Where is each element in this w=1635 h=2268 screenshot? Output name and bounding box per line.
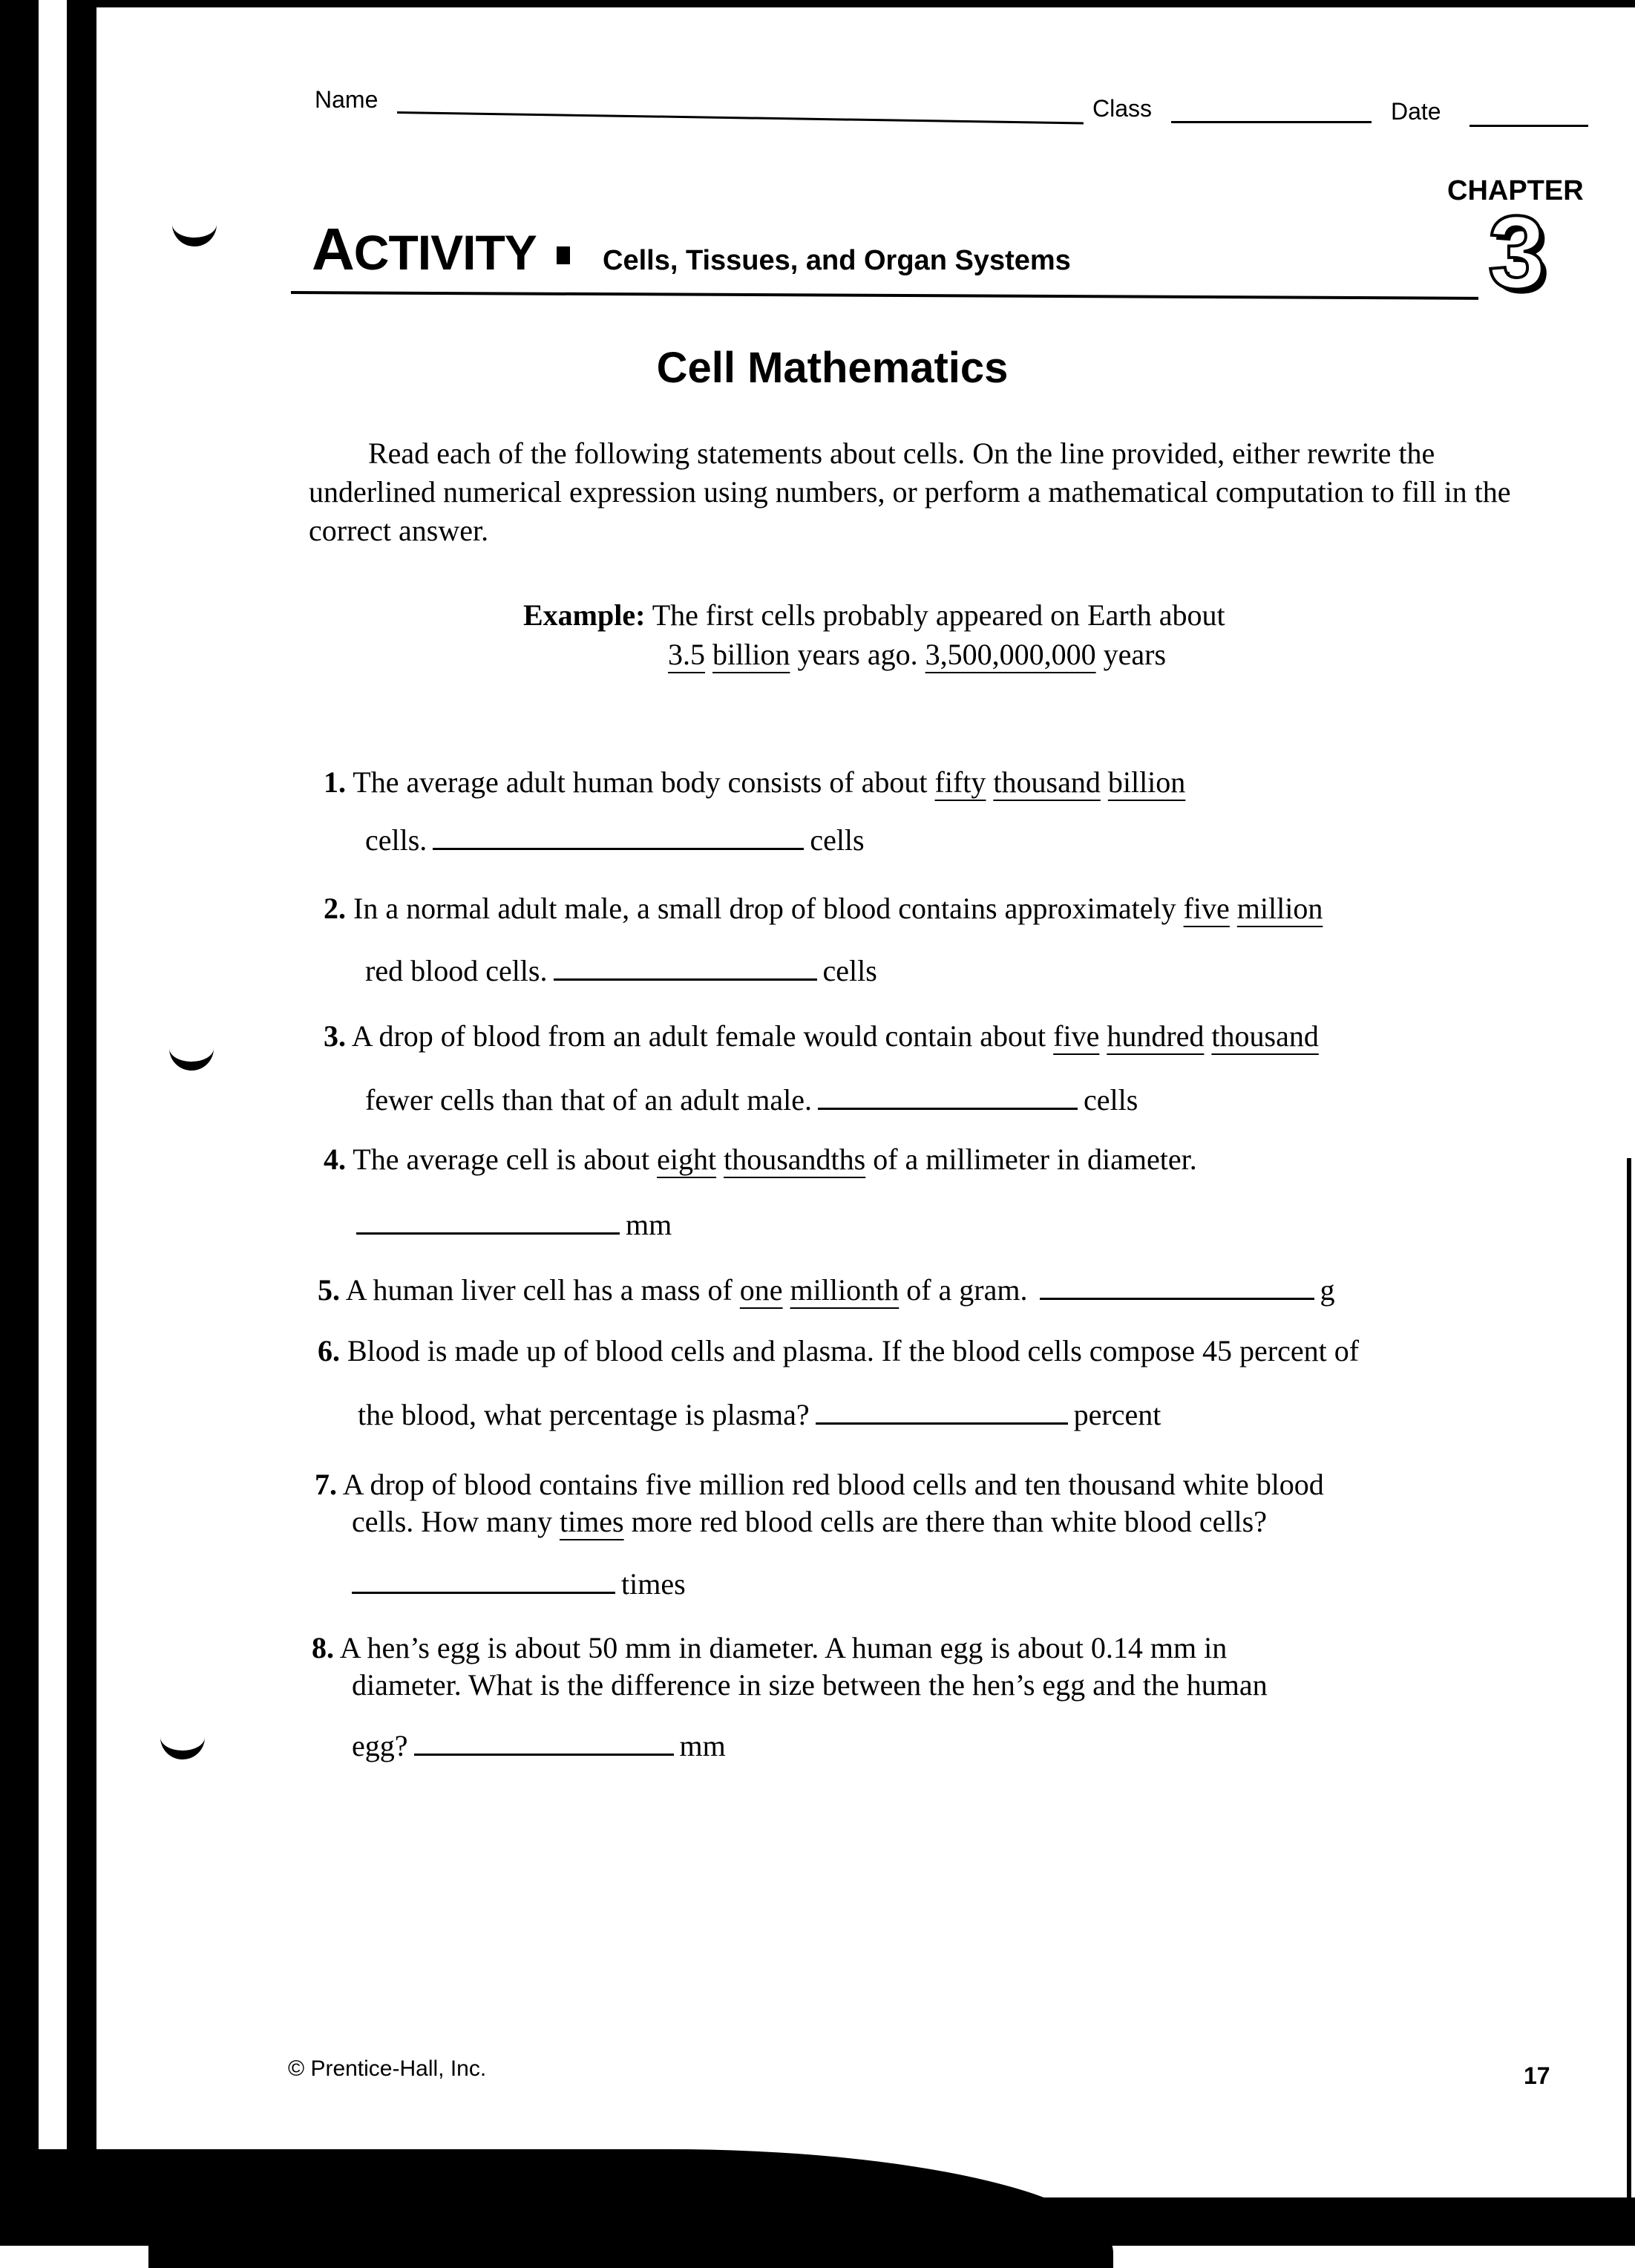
- example-label: Example:: [523, 598, 646, 632]
- page-number: 17: [1524, 2062, 1550, 2089]
- chapter-number: 3: [1488, 194, 1546, 310]
- answer-unit: cells: [1083, 1083, 1138, 1117]
- question-number: 2.: [324, 892, 346, 925]
- underlined-term: million: [1236, 892, 1323, 925]
- question-8-line-2: [352, 1667, 1268, 1702]
- underlined-term: five: [1183, 892, 1230, 925]
- question-5-line-1: [318, 1272, 1335, 1307]
- underlined-term: fifty: [934, 765, 986, 799]
- underlined-term: eight: [657, 1143, 717, 1176]
- underlined-term: 3.5: [668, 638, 705, 671]
- underlined-term: one: [739, 1273, 783, 1307]
- question-number: 7.: [315, 1468, 337, 1501]
- underlined-term: millionth: [790, 1273, 900, 1307]
- question-7-line-1: [315, 1467, 1324, 1502]
- example-text: The first cells probably appeared on Earth about: [652, 598, 1225, 632]
- underlined-term: thousand: [1211, 1019, 1319, 1053]
- question-text: red blood cells.: [365, 954, 548, 987]
- example-text: years ago.: [797, 638, 918, 671]
- question-number: 3.: [324, 1019, 346, 1053]
- answer-unit: percent: [1073, 1398, 1161, 1431]
- question-text: A hen’s egg is about 50 mm in diameter. A human egg is about 0.14 mm in: [339, 1631, 1228, 1664]
- question-text: The average cell is about: [353, 1143, 650, 1176]
- example-line-1: [523, 594, 1225, 637]
- name-field[interactable]: [397, 111, 1084, 125]
- question-text: cells. How many: [352, 1505, 552, 1538]
- scan-border-right: [1627, 1158, 1631, 2246]
- question-text: In a normal adult male, a small drop of blood contains approximately: [353, 892, 1176, 925]
- answer-blank-8[interactable]: [414, 1753, 674, 1756]
- punch-hole-mark: [172, 217, 217, 246]
- activity-heading: [312, 215, 537, 284]
- underlined-term: times: [559, 1505, 624, 1538]
- question-text: The average adult human body consists of about: [353, 765, 928, 799]
- answer-blank-4[interactable]: [356, 1232, 620, 1235]
- underlined-term: billion: [1107, 765, 1186, 799]
- punch-hole-mark: [169, 1041, 214, 1071]
- answer-blank-5[interactable]: [1040, 1297, 1314, 1300]
- question-2-line-1: [324, 891, 1323, 926]
- question-number: 4.: [324, 1143, 346, 1176]
- question-6-line-1: [318, 1333, 1359, 1368]
- question-3-line-2: [365, 1082, 1138, 1117]
- question-number: 8.: [312, 1631, 334, 1664]
- answer-unit: mm: [679, 1729, 726, 1762]
- answer-blank-3[interactable]: [818, 1107, 1078, 1110]
- answer-unit: g: [1320, 1273, 1335, 1307]
- example-unit: years: [1103, 638, 1167, 671]
- page-title: Cell Mathematics: [656, 344, 1009, 392]
- unit-title: Cells, Tissues, and Organ Systems: [603, 245, 1071, 276]
- scan-border-top: [96, 0, 1635, 7]
- question-8-line-3: [352, 1728, 726, 1763]
- question-text: A drop of blood contains five million red blood cells and ten thousand white blood: [342, 1468, 1324, 1501]
- question-7-line-2: [352, 1504, 1267, 1539]
- question-3-line-1: [324, 1019, 1319, 1053]
- underlined-term: five: [1053, 1019, 1100, 1053]
- question-text: fewer cells than that of an adult male.: [365, 1083, 812, 1117]
- question-number: 5.: [318, 1273, 340, 1307]
- underlined-term: thousand: [993, 765, 1101, 799]
- instructions: Read each of the following statements about cells. On the line provided, either rewrite the underlined numerical expression using numbers, or perform a mathematical computation to fill in the correct answer.: [309, 437, 1511, 547]
- question-number: 6.: [318, 1334, 340, 1367]
- answer-blank-7[interactable]: [352, 1591, 615, 1594]
- question-text: the blood, what percentage is plasma?: [358, 1398, 810, 1431]
- example-line-2: [668, 637, 1166, 672]
- answer-blank-6[interactable]: [816, 1422, 1068, 1425]
- question-4-line-1: [324, 1142, 1197, 1177]
- question-6-line-2: [358, 1397, 1161, 1432]
- question-1-line-1: [324, 765, 1185, 800]
- date-field[interactable]: [1469, 125, 1588, 127]
- class-field[interactable]: [1171, 121, 1372, 123]
- class-label: Class: [1092, 95, 1153, 122]
- answer-unit: mm: [626, 1208, 672, 1241]
- scan-gap: [39, 0, 67, 2197]
- square-bullet-icon: [557, 246, 570, 264]
- question-number: 1.: [324, 765, 346, 799]
- answer-unit: cells: [810, 823, 865, 857]
- answer-blank-1[interactable]: [433, 847, 804, 850]
- chapter-label: CHAPTER: [1447, 175, 1584, 206]
- question-text: of a millimeter in diameter.: [873, 1143, 1197, 1176]
- question-text: cells.: [365, 823, 427, 857]
- date-label: Date: [1391, 98, 1441, 125]
- question-text: diameter. What is the difference in size between the hen’s egg and the human: [352, 1668, 1268, 1702]
- answer-unit: times: [621, 1567, 686, 1601]
- question-text: of a gram.: [906, 1273, 1028, 1307]
- answer-blank-2[interactable]: [554, 978, 817, 981]
- underlined-term: thousandths: [724, 1143, 866, 1176]
- question-4-line-2: [356, 1207, 672, 1242]
- question-text: Blood is made up of blood cells and plasma. If the blood cells compose 45 percent of: [347, 1334, 1360, 1367]
- activity-rest: CTIVITY: [353, 225, 537, 280]
- punch-hole-mark: [160, 1730, 205, 1759]
- question-text: egg?: [352, 1729, 408, 1762]
- question-2-line-2: [365, 953, 877, 988]
- activity-initial: A: [312, 216, 354, 282]
- underlined-term: hundred: [1107, 1019, 1205, 1053]
- underlined-term: billion: [712, 638, 790, 671]
- scan-border-bottom: [0, 2197, 1635, 2246]
- scan-shadow-left: [67, 0, 96, 2197]
- header-rule: [291, 291, 1478, 300]
- example-answer: 3,500,000,000: [925, 638, 1096, 671]
- name-label: Name: [315, 86, 379, 113]
- scan-border-left: [0, 0, 39, 2246]
- copyright-notice: © Prentice-Hall, Inc.: [288, 2056, 487, 2081]
- question-7-line-3: [352, 1566, 686, 1601]
- question-text: more red blood cells are there than white blood cells?: [631, 1505, 1267, 1538]
- question-text: A human liver cell has a mass of: [345, 1273, 733, 1307]
- question-8-line-1: [312, 1630, 1227, 1665]
- question-1-line-2: [365, 823, 865, 857]
- question-text: A drop of blood from an adult female would contain about: [351, 1019, 1046, 1053]
- answer-unit: cells: [822, 954, 877, 987]
